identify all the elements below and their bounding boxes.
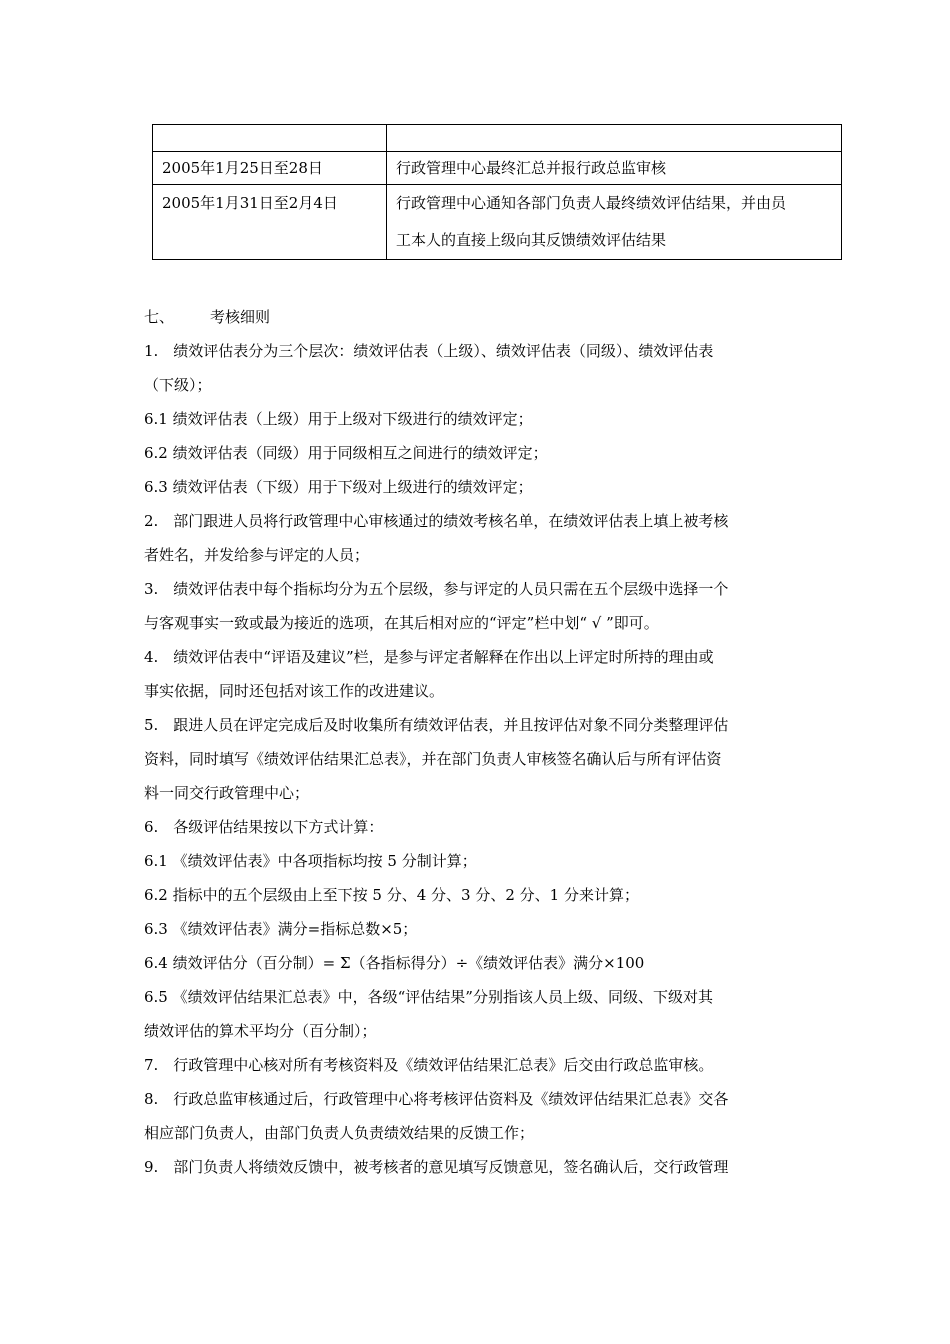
section-title: 考核细则 xyxy=(210,308,271,326)
text-line: 6.2 绩效评估表（同级）用于同级相互之间进行的绩效评定； xyxy=(144,444,548,462)
table-cell-task xyxy=(387,125,842,152)
section-heading xyxy=(144,300,814,334)
rules-section xyxy=(144,300,814,1184)
text-line: 2. 部门跟进人员将行政管理中心审核通过的绩效考核名单，在绩效评估表上填上被考核 xyxy=(144,512,729,530)
section-number: 七、 xyxy=(144,308,175,326)
text-line: （下级）； xyxy=(144,376,212,394)
text-line: 4. 绩效评估表中“评语及建议”栏，是参与评定者解释在作出以上评定时所持的理由或 xyxy=(144,648,714,666)
schedule-table xyxy=(152,124,842,260)
table-cell-date xyxy=(153,125,387,152)
text-line: 资料，同时填写《绩效评估结果汇总表》，并在部门负责人审核签名确认后与所有评估资 xyxy=(144,750,722,768)
table-cell-date: 2005年1月31日至2月4日 xyxy=(153,185,387,260)
text-line: 相应部门负责人，由部门负责人负责绩效结果的反馈工作； xyxy=(144,1124,535,1142)
table-row xyxy=(153,185,842,260)
text-line: 绩效评估的算术平均分（百分制）； xyxy=(144,1022,377,1040)
table-cell-task xyxy=(387,185,842,260)
text-line: 6.1 绩效评估表（上级）用于上级对下级进行的绩效评定； xyxy=(144,410,533,428)
table-cell-date: 2005年1月25日至28日 xyxy=(153,152,387,185)
table-row xyxy=(153,125,842,152)
text-line: 6. 各级评估结果按以下方式计算： xyxy=(144,818,384,836)
text-line: 5. 跟进人员在评定完成后及时收集所有绩效评估表，并且按评估对象不同分类整理评估 xyxy=(144,716,729,734)
text-line: 事实依据，同时还包括对该工作的改进建议。 xyxy=(144,682,445,700)
text-line: 6.3 《绩效评估表》满分=指标总数×5； xyxy=(144,920,418,938)
text-line: 1. 绩效评估表分为三个层次：绩效评估表（上级）、绩效评估表（同级）、绩效评估表 xyxy=(144,342,714,360)
table-row xyxy=(153,152,842,185)
task-line: 行政管理中心通知各部门负责人最终绩效评估结果，并由员 xyxy=(396,194,787,212)
text-line: 6.4 绩效评估分（百分制）= Σ（各指标得分）÷《绩效评估表》满分×100 xyxy=(144,954,645,972)
text-line: 6.2 指标中的五个层级由上至下按 5 分、4 分、3 分、2 分、1 分来计算； xyxy=(144,886,639,904)
table-cell-task: 行政管理中心最终汇总并报行政总监审核 xyxy=(387,152,842,185)
text-line: 9. 部门负责人将绩效反馈中，被考核者的意见填写反馈意见，签名确认后，交行政管理 xyxy=(144,1158,729,1176)
text-line: 6.5 《绩效评估结果汇总表》中，各级“评估结果”分别指该人员上级、同级、下级对其 xyxy=(144,988,713,1006)
text-line: 6.1 《绩效评估表》中各项指标均按 5 分制计算； xyxy=(144,852,477,870)
text-line: 6.3 绩效评估表（下级）用于下级对上级进行的绩效评定； xyxy=(144,478,533,496)
text-line: 7. 行政管理中心核对所有考核资料及《绩效评估结果汇总表》后交由行政总监审核。 xyxy=(144,1056,714,1074)
task-line: 工本人的直接上级向其反馈绩效评估结果 xyxy=(396,231,667,249)
rule-lines xyxy=(144,334,814,1184)
text-line: 3. 绩效评估表中每个指标均分为五个层级，参与评定的人员只需在五个层级中选择一个 xyxy=(144,580,729,598)
text-line: 料一同交行政管理中心； xyxy=(144,784,310,802)
text-line: 者姓名，并发给参与评定的人员； xyxy=(144,546,370,564)
text-line: 8. 行政总监审核通过后，行政管理中心将考核评估资料及《绩效评估结果汇总表》交各 xyxy=(144,1090,729,1108)
text-line: 与客观事实一致或最为接近的选项，在其后相对应的“评定”栏中划“ √ ”即可。 xyxy=(144,614,659,632)
